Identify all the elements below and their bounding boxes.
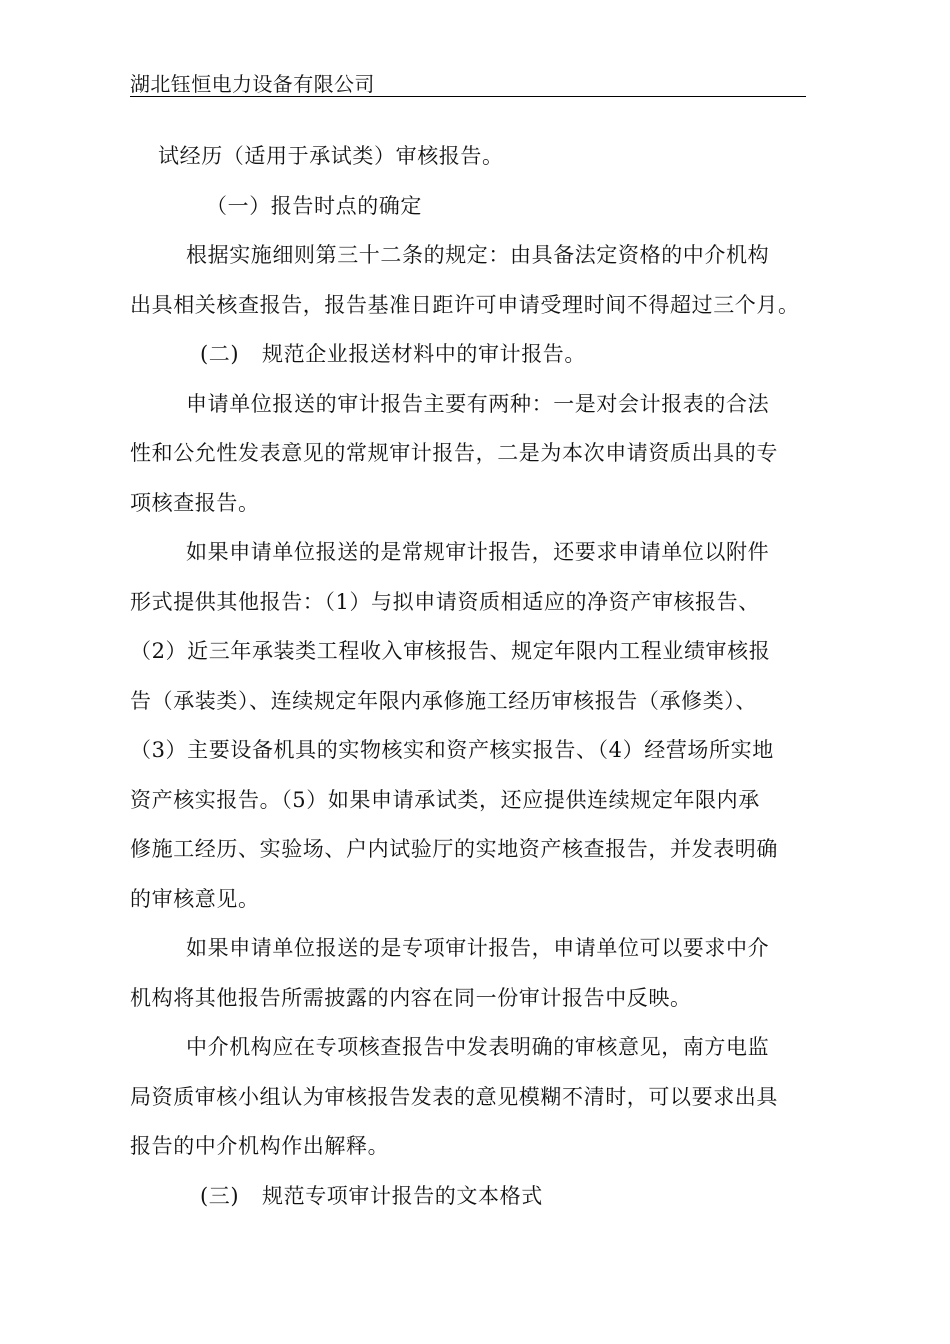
section-heading-1: （一）报告时点的确定: [206, 193, 422, 218]
paragraph-line: 资产核实报告。（5）如果申请承试类，还应提供连续规定年限内承: [130, 787, 760, 812]
paragraph-line: 中介机构应在专项核查报告中发表明确的审核意见，南方电监: [186, 1035, 770, 1059]
paragraph-line: 出具相关核查报告，报告基准日距许可申请受理时间不得超过三个月。: [130, 292, 800, 317]
paragraph-line: 局资质审核小组认为审核报告发表的意见模糊不清时，可以要求出具: [130, 1084, 778, 1109]
section-number: (三): [200, 1183, 240, 1208]
section-heading-text: 规范专项审计报告的文本格式: [262, 1183, 543, 1208]
paragraph-line: 如果申请单位报送的是专项审计报告，申请单位可以要求中介: [186, 936, 770, 960]
paragraph-line: （3）主要设备机具的实物核实和资产核实报告、（4）经营场所实地: [130, 738, 774, 762]
paragraph-line: 的审核意见。: [130, 886, 260, 911]
paragraph-line: 试经历（适用于承试类）审核报告。: [158, 144, 504, 168]
document-body: [130, 132, 808, 1221]
paragraph-line: 申请单位报送的审计报告主要有两种：一是对会计报表的合法: [186, 391, 770, 416]
section-number: (二): [200, 342, 240, 366]
header-company-name: 湖北钰恒电力设备有限公司: [130, 72, 375, 96]
paragraph-line: 修施工经历、实验场、户内试验厅的实地资产核查报告，并发表明确: [130, 837, 778, 861]
paragraph-line: 机构将其他报告所需披露的内容在同一份审计报告中反映。: [130, 985, 692, 1010]
paragraph-line: 项核查报告。: [130, 490, 260, 515]
paragraph-line: （2）近三年承装类工程收入审核报告、规定年限内工程业绩审核报: [130, 639, 771, 663]
section-heading-text: 规范企业报送材料中的审计报告。: [262, 342, 586, 366]
paragraph-line: 性和公允性发表意见的常规审计报告，二是为本次申请资质出具的专: [130, 441, 778, 465]
paragraph-line: 如果申请单位报送的是常规审计报告，还要求申请单位以附件: [186, 540, 770, 564]
paragraph-line: 形式提供其他报告：（1）与拟申请资质相适应的净资产审核报告、: [130, 589, 760, 614]
paragraph-line: 根据实施细则第三十二条的规定：由具备法定资格的中介机构: [186, 243, 770, 267]
paragraph-line: 告（承装类）、连续规定年限内承修施工经历审核报告（承修类）、: [130, 688, 757, 713]
section-heading-2: [130, 330, 808, 380]
page-header: [130, 66, 806, 97]
section-heading-3: [130, 1172, 808, 1222]
paragraph-line: 报告的中介机构作出解释。: [130, 1134, 390, 1158]
